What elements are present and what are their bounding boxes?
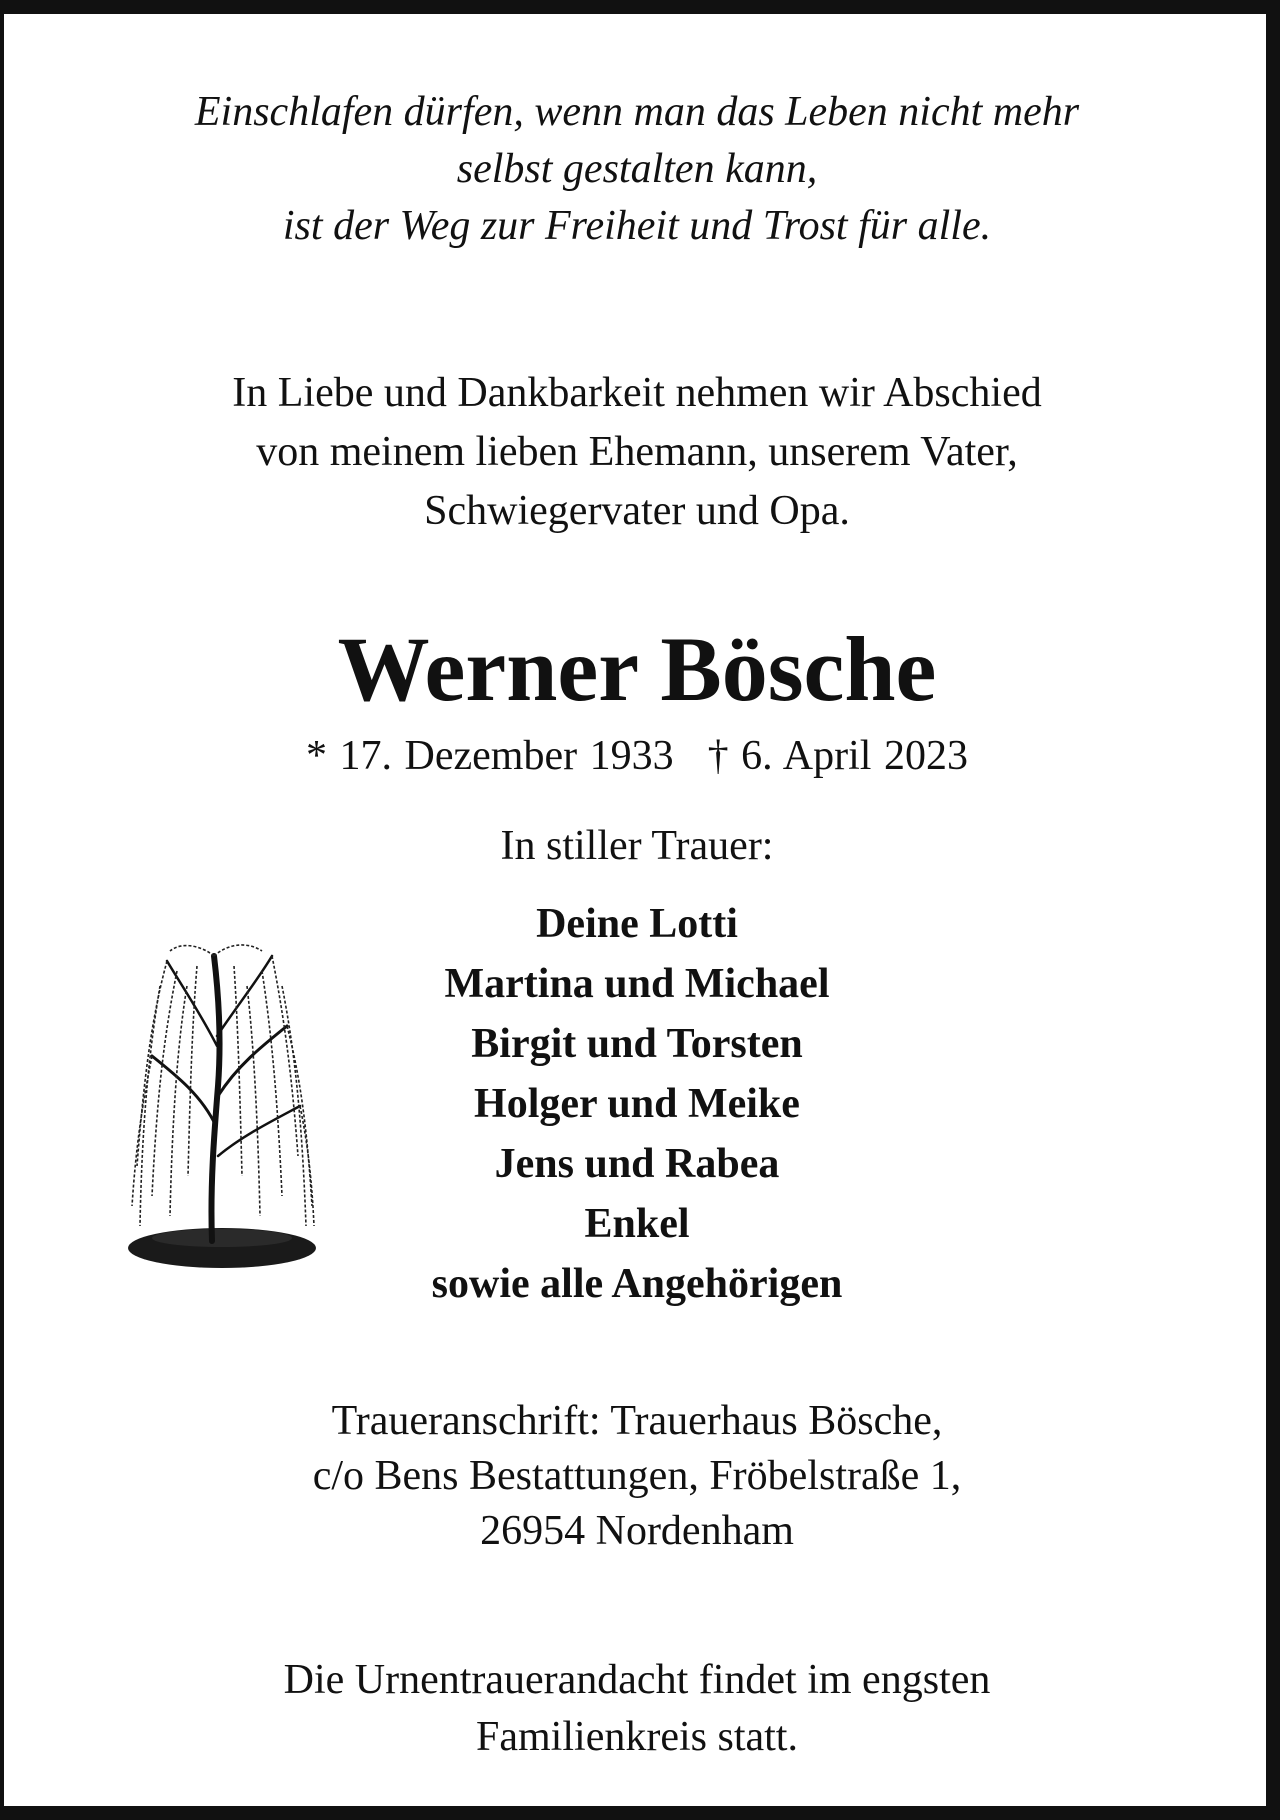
mourning-address (4, 1394, 1270, 1559)
motto-line: ist der Weg zur Freiheit und Trost für alle. (282, 203, 992, 249)
motto-line: Einschlafen dürfen, wenn man das Leben nicht mehr (194, 89, 1080, 135)
motto-line: selbst gestalten kann, (456, 146, 818, 192)
motto-quote (4, 84, 1270, 255)
intro-line: Schwiegervater und Opa. (424, 488, 850, 534)
mourner-name: sowie alle Angehörigen (431, 1261, 843, 1307)
closing-line: Familienkreis statt. (476, 1714, 798, 1760)
mourner-name: Jens und Rabea (494, 1141, 780, 1187)
farewell-intro (4, 364, 1270, 541)
intro-line: von meinem lieben Ehemann, unserem Vater, (256, 429, 1018, 475)
mourner-name: Deine Lotti (536, 901, 738, 947)
address-line: c/o Bens Bestattungen, Fröbelstraße 1, (312, 1453, 962, 1499)
closing-note (4, 1652, 1270, 1766)
death-date: † 6. April 2023 (707, 733, 968, 779)
mourner-name: Birgit und Torsten (471, 1021, 803, 1067)
mourning-label: In stiller Trauer: (500, 823, 774, 869)
intro-line: In Liebe und Dankbarkeit nehmen wir Abschied (232, 370, 1042, 416)
birth-date: * 17. Dezember 1933 (306, 733, 674, 779)
address-line: 26954 Nordenham (480, 1508, 794, 1554)
mourner-name: Holger und Meike (474, 1081, 800, 1127)
deceased-name: Werner Bösche (337, 618, 937, 720)
closing-line: Die Urnentrauerandacht findet im engsten (283, 1657, 991, 1703)
life-dates (4, 728, 1270, 784)
mourner-name: Martina und Michael (444, 961, 830, 1007)
mourner-name: Enkel (584, 1201, 690, 1247)
address-line: Traueranschrift: Trauerhaus Bösche, (331, 1398, 943, 1444)
mourners-list (4, 894, 1270, 1314)
